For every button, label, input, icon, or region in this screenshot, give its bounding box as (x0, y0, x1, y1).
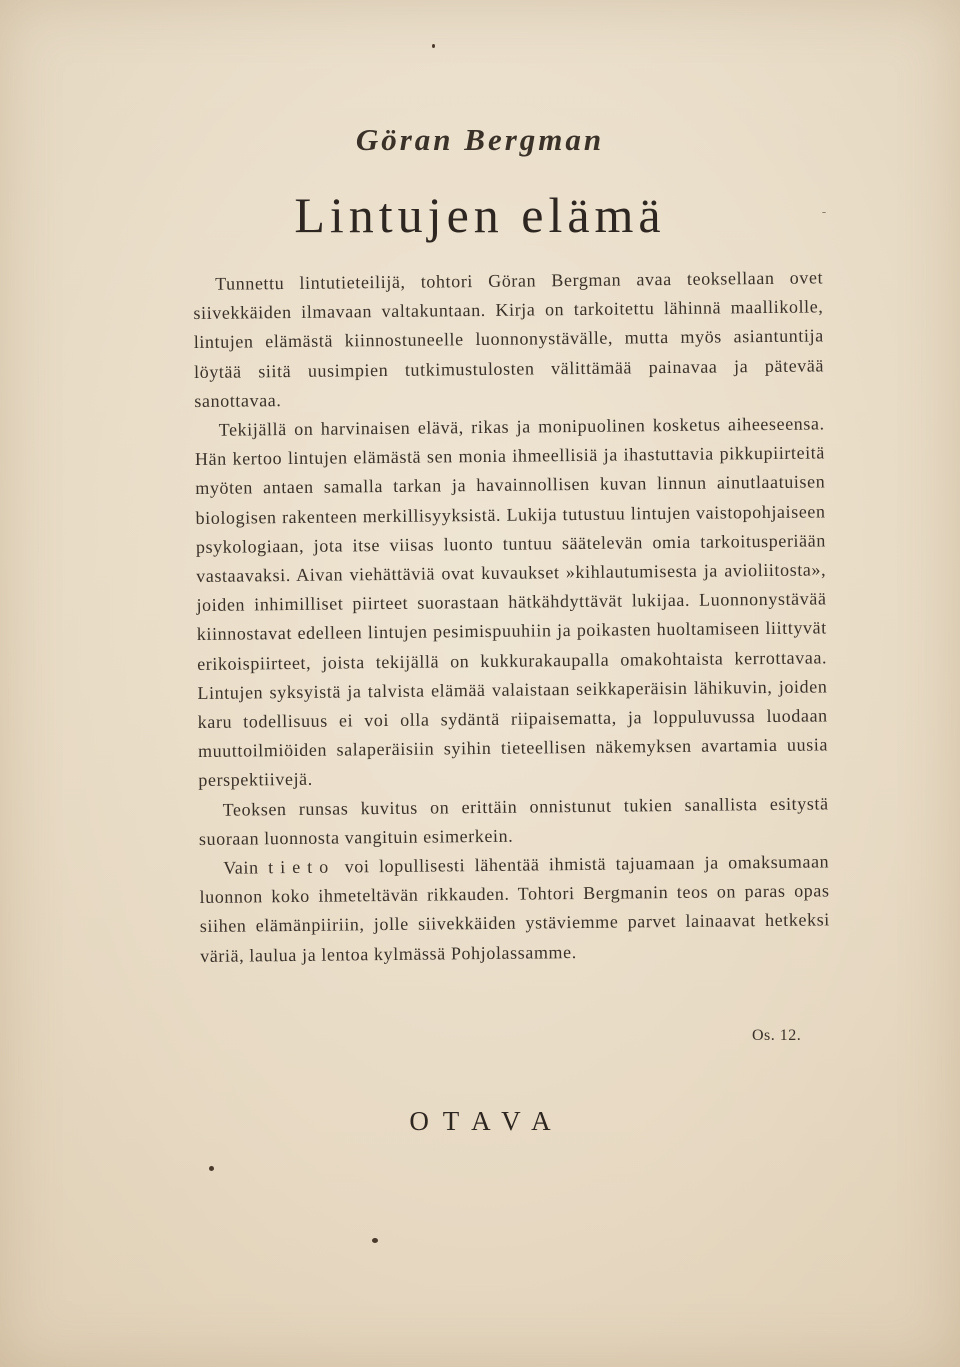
ink-speck (822, 212, 826, 213)
paragraph-closing (199, 847, 830, 970)
ink-speck (432, 44, 435, 48)
closing-rest: voi lopullisesti lähentää ihmistä tajuamaan ja omaksumaan luonnon koko ihmeteltävän rikkauden. Tohtori Bergmanin teos on paras opas siihen elämänpiiriin, jolle siivekkäiden ystäviemme parvet lainaavat hetkeksi väriä, laulua ja lentoa kylmässä Pohjolassamme. (199, 851, 830, 966)
paragraph-illustrations: Teoksen runsas kuvitus on erittäin onnistunut tukien sanallista esitystä suoraan luonnosta vangituin esimerkein. (198, 793, 829, 849)
ink-speck (372, 1238, 378, 1243)
paragraph-content: Tekijällä on harvinaisen elävä, rikas ja monipuolinen kosketus aiheeseensa. Hän kertoo lintujen elämästä sen monia ihmeellisiä ja ihastuttavia pikkupiirteitä myöten antaen samalla tarkan ja havainnollisen kuvan linnun ainutlaatuisen biologisen rakenteen merkillisyyksistä. Lukija tutustuu lintujen vaistopohjaiseen psykologiaan, jota itse viisas luonto tuntuu säätelevän omia tarkoitusperiään vastaavaksi. Aivan viehättäviä ovat kuvaukset »kihlautumisesta ja avioliitosta», joiden inhimilliset piirteet suorastaan hätkähdyttävät lukijaa. Luonnonystävää kiinnostavat edelleen lintujen pesimispuuhiin ja poikasten huoltamiseen liittyvät erikoispiirteet, joista tekijällä on kukkurakaupalla omakohtaista kerrottavaa. Lintujen syksyistä ja talvista elämää valaistaan seikkaperäisin lähikuvin, joiden karu todellisuus ei voi olla sydäntä riipaisematta, ja loppuluvussa luodaan muuttoilmiöiden salaperäisiin syihin tieteellisen näkemyksen avartamia uusia perspektiivejä. (194, 413, 829, 791)
book-title: Lintujen elämä (294, 187, 666, 243)
paragraph-intro: Tunnettu lintutieteilijä, tohtori Göran Bergman avaa teoksellaan ovet siivekkäiden ilmavaan valtakuntaan. Kirja on tarkoitettu lähinnä maallikolle, lintujen elämästä kiinnostuneelle luonnonystävälle, mutta myös asiantuntija löytää siitä uusimpien tutkimustulosten välittämää painavaa ja pätevää sanottavaa. (193, 267, 825, 411)
description-text (193, 263, 830, 970)
author-name: Göran Bergman (355, 122, 605, 157)
catalog-code: Os. 12. (752, 1027, 802, 1044)
closing-lead: Vain (223, 857, 259, 878)
publisher-name: OTAVA (409, 1106, 565, 1136)
ink-speck (209, 1166, 214, 1171)
closing-emphasis: tieto (268, 856, 336, 878)
